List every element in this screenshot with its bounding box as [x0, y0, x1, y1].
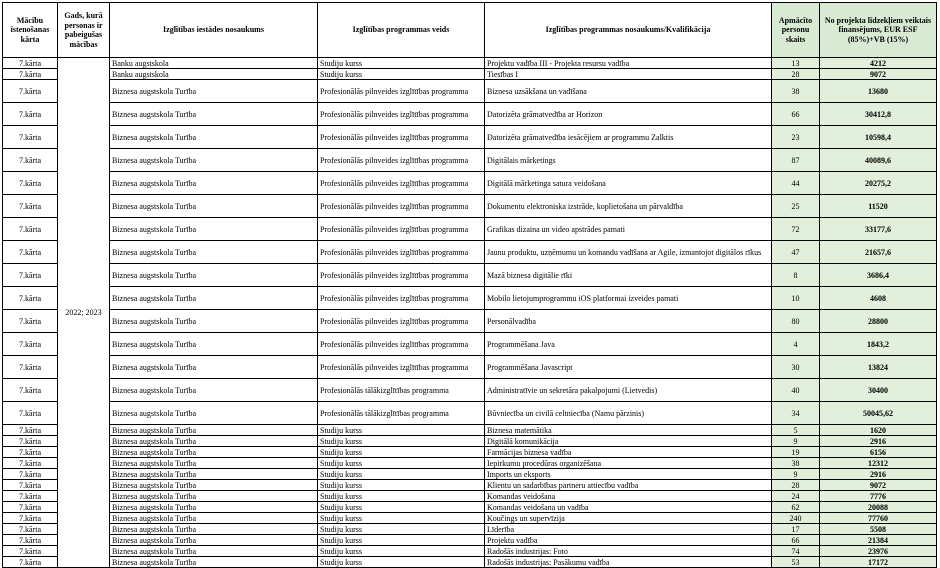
cell-program-name: Projektu vadība III - Projekta resursu vadība	[485, 58, 772, 69]
cell-funding: 13680	[820, 80, 937, 103]
cell-institution: Biznesa augstskola Turība	[110, 195, 318, 218]
cell-program-name: Digitālā mārketinga satura veidošana	[485, 172, 772, 195]
cell-term: 7.kārta	[3, 436, 58, 447]
cell-funding: 77760	[820, 513, 937, 524]
cell-term: 7.kārta	[3, 402, 58, 425]
cell-term: 7.kārta	[3, 458, 58, 469]
cell-program-name: Programmēšana Java	[485, 333, 772, 356]
header-program-type: Izglītības programmas veids	[318, 3, 485, 58]
cell-persons: 66	[772, 535, 820, 546]
cell-funding: 9072	[820, 480, 937, 491]
table-row	[3, 58, 937, 69]
cell-term: 7.kārta	[3, 69, 58, 80]
cell-institution: Biznesa augstskola Turība	[110, 103, 318, 126]
cell-program-name: Projektu vadība	[485, 535, 772, 546]
cell-term: 7.kārta	[3, 425, 58, 436]
cell-funding: 17172	[820, 557, 937, 568]
cell-funding: 5508	[820, 524, 937, 535]
cell-term: 7.kārta	[3, 149, 58, 172]
cell-term: 7.kārta	[3, 287, 58, 310]
cell-persons: 40	[772, 379, 820, 402]
cell-funding: 40089,6	[820, 149, 937, 172]
cell-persons: 17	[772, 524, 820, 535]
cell-term: 7.kārta	[3, 126, 58, 149]
cell-program-type: Studiju kurss	[318, 469, 485, 480]
cell-persons: 87	[772, 149, 820, 172]
cell-term: 7.kārta	[3, 218, 58, 241]
cell-institution: Biznesa augstskola Turība	[110, 149, 318, 172]
cell-program-type: Studiju kurss	[318, 524, 485, 535]
table-row	[3, 447, 937, 458]
cell-funding: 9072	[820, 69, 937, 80]
cell-program-name: Koučings un supervīzija	[485, 513, 772, 524]
cell-program-type: Profesionālās pilnveides izglītības programma	[318, 264, 485, 287]
cell-program-type: Profesionālās pilnveides izglītības programma	[318, 287, 485, 310]
cell-year: 2022; 2023	[58, 58, 110, 568]
cell-program-name: Programmēšana Javascript	[485, 356, 772, 379]
cell-program-type: Profesionālās pilnveides izglītības programma	[318, 103, 485, 126]
cell-program-name: Mobilo lietojumprogrammu iOS platformai izveides pamati	[485, 287, 772, 310]
table-row	[3, 480, 937, 491]
cell-institution: Banku augstskola	[110, 69, 318, 80]
header-year: Gads, kurā personas ir pabeigušas mācības	[58, 3, 110, 58]
cell-persons: 34	[772, 402, 820, 425]
cell-program-name: Klientu un sadarbības partneru attiecību vadība	[485, 480, 772, 491]
cell-program-name: Mazā biznesa digitālie rīki	[485, 264, 772, 287]
cell-funding: 7776	[820, 491, 937, 502]
cell-funding: 4608	[820, 287, 937, 310]
cell-funding: 13824	[820, 356, 937, 379]
cell-funding: 21657,6	[820, 241, 937, 264]
cell-program-type: Profesionālās pilnveides izglītības programma	[318, 172, 485, 195]
cell-persons: 38	[772, 80, 820, 103]
cell-program-type: Studiju kurss	[318, 502, 485, 513]
cell-institution: Biznesa augstskola Turība	[110, 333, 318, 356]
cell-program-name: Biznesa matemātika	[485, 425, 772, 436]
cell-program-name: Personālvadība	[485, 310, 772, 333]
cell-program-type: Studiju kurss	[318, 58, 485, 69]
cell-program-type: Profesionālās pilnveides izglītības programma	[318, 80, 485, 103]
table-row	[3, 458, 937, 469]
table-row	[3, 333, 937, 356]
table-body	[3, 58, 937, 568]
cell-program-name: Komandas veidošana un vadība	[485, 502, 772, 513]
table-row	[3, 546, 937, 557]
cell-funding: 28800	[820, 310, 937, 333]
cell-persons: 10	[772, 287, 820, 310]
cell-institution: Biznesa augstskola Turība	[110, 458, 318, 469]
table-row	[3, 491, 937, 502]
header-program-name: Izglītības programmas nosaukums/Kvalifikācija	[485, 3, 772, 58]
cell-term: 7.kārta	[3, 535, 58, 546]
cell-term: 7.kārta	[3, 310, 58, 333]
cell-program-type: Profesionālās pilnveides izglītības programma	[318, 356, 485, 379]
cell-term: 7.kārta	[3, 172, 58, 195]
cell-persons: 74	[772, 546, 820, 557]
cell-funding: 4212	[820, 58, 937, 69]
cell-program-name: Grafikas dizaina un video apstrādes pamati	[485, 218, 772, 241]
cell-term: 7.kārta	[3, 58, 58, 69]
cell-program-type: Profesionālās pilnveides izglītības programma	[318, 218, 485, 241]
cell-institution: Biznesa augstskola Turība	[110, 513, 318, 524]
cell-funding: 1843,2	[820, 333, 937, 356]
cell-term: 7.kārta	[3, 333, 58, 356]
cell-funding: 20275,2	[820, 172, 937, 195]
cell-institution: Biznesa augstskola Turība	[110, 502, 318, 513]
table-row	[3, 502, 937, 513]
cell-program-type: Profesionālās pilnveides izglītības programma	[318, 241, 485, 264]
table-row	[3, 103, 937, 126]
cell-persons: 66	[772, 103, 820, 126]
cell-institution: Biznesa augstskola Turība	[110, 402, 318, 425]
cell-funding: 21384	[820, 535, 937, 546]
table-row	[3, 557, 937, 568]
header-persons: Apmācīto personu skaits	[772, 3, 820, 58]
cell-institution: Biznesa augstskola Turība	[110, 287, 318, 310]
table-row	[3, 69, 937, 80]
cell-term: 7.kārta	[3, 513, 58, 524]
cell-term: 7.kārta	[3, 264, 58, 287]
cell-persons: 9	[772, 469, 820, 480]
cell-persons: 24	[772, 491, 820, 502]
cell-funding: 11520	[820, 195, 937, 218]
cell-persons: 47	[772, 241, 820, 264]
cell-program-name: Administratīvie un sekretāra pakalpojumi (Lietvedis)	[485, 379, 772, 402]
header-funding: No projekta līdzekļiem veiktais finansējums, EUR ESF (85%)+VB (15%)	[820, 3, 937, 58]
cell-program-name: Radošās industrijas: Pasākumu vadība	[485, 557, 772, 568]
cell-program-type: Studiju kurss	[318, 69, 485, 80]
cell-funding: 2916	[820, 469, 937, 480]
cell-term: 7.kārta	[3, 546, 58, 557]
cell-program-name: Tiesības I	[485, 69, 772, 80]
cell-funding: 30400	[820, 379, 937, 402]
cell-program-name: Līderība	[485, 524, 772, 535]
cell-program-name: Imports un eksports	[485, 469, 772, 480]
cell-funding: 1620	[820, 425, 937, 436]
cell-program-type: Studiju kurss	[318, 480, 485, 491]
cell-program-name: Iepirkumu procedūras organizēšana	[485, 458, 772, 469]
cell-term: 7.kārta	[3, 447, 58, 458]
cell-persons: 13	[772, 58, 820, 69]
cell-persons: 8	[772, 264, 820, 287]
cell-program-type: Studiju kurss	[318, 546, 485, 557]
table-row	[3, 195, 937, 218]
cell-institution: Biznesa augstskola Turība	[110, 379, 318, 402]
cell-institution: Biznesa augstskola Turība	[110, 546, 318, 557]
cell-program-name: Farmācijas biznesa vadība	[485, 447, 772, 458]
cell-program-name: Radošās industrijas: Foto	[485, 546, 772, 557]
table-row	[3, 287, 937, 310]
cell-institution: Banku augstskola	[110, 58, 318, 69]
cell-program-name: Biznesa uzsākšana un vadīšana	[485, 80, 772, 103]
cell-term: 7.kārta	[3, 356, 58, 379]
cell-institution: Biznesa augstskola Turība	[110, 310, 318, 333]
cell-persons: 72	[772, 218, 820, 241]
cell-institution: Biznesa augstskola Turība	[110, 80, 318, 103]
table-row	[3, 535, 937, 546]
cell-funding: 33177,6	[820, 218, 937, 241]
cell-term: 7.kārta	[3, 103, 58, 126]
cell-term: 7.kārta	[3, 195, 58, 218]
table-row	[3, 241, 937, 264]
cell-funding: 20088	[820, 502, 937, 513]
header-term: Mācību īstenošanas kārta	[3, 3, 58, 58]
table-row	[3, 126, 937, 149]
cell-program-name: Datorizēta grāmatvedība ar Horizon	[485, 103, 772, 126]
cell-persons: 28	[772, 69, 820, 80]
cell-funding: 50045,62	[820, 402, 937, 425]
table-row	[3, 524, 937, 535]
cell-persons: 4	[772, 333, 820, 356]
cell-persons: 5	[772, 425, 820, 436]
funding-table	[2, 2, 937, 568]
cell-persons: 28	[772, 480, 820, 491]
cell-program-name: Digitālais mārketings	[485, 149, 772, 172]
cell-program-type: Studiju kurss	[318, 513, 485, 524]
cell-institution: Biznesa augstskola Turība	[110, 241, 318, 264]
cell-institution: Biznesa augstskola Turība	[110, 491, 318, 502]
cell-term: 7.kārta	[3, 469, 58, 480]
cell-program-name: Digitālā komunikācija	[485, 436, 772, 447]
header-institution: Izglītības iestādes nosaukums	[110, 3, 318, 58]
cell-funding: 6156	[820, 447, 937, 458]
cell-program-type: Profesionālās pilnveides izglītības programma	[318, 333, 485, 356]
cell-institution: Biznesa augstskola Turība	[110, 535, 318, 546]
cell-program-type: Profesionālās tālākizglītības programma	[318, 379, 485, 402]
cell-term: 7.kārta	[3, 524, 58, 535]
cell-program-type: Profesionālās pilnveides izglītības programma	[318, 310, 485, 333]
header-row	[3, 3, 937, 58]
cell-persons: 23	[772, 126, 820, 149]
cell-program-type: Studiju kurss	[318, 425, 485, 436]
cell-institution: Biznesa augstskola Turība	[110, 218, 318, 241]
cell-institution: Biznesa augstskola Turība	[110, 524, 318, 535]
table-row	[3, 436, 937, 447]
cell-institution: Biznesa augstskola Turība	[110, 356, 318, 379]
cell-program-type: Profesionālās pilnveides izglītības programma	[318, 195, 485, 218]
cell-institution: Biznesa augstskola Turība	[110, 425, 318, 436]
cell-funding: 30412,8	[820, 103, 937, 126]
cell-institution: Biznesa augstskola Turība	[110, 264, 318, 287]
cell-funding: 10598,4	[820, 126, 937, 149]
cell-persons: 44	[772, 172, 820, 195]
cell-persons: 62	[772, 502, 820, 513]
cell-institution: Biznesa augstskola Turība	[110, 126, 318, 149]
cell-program-type: Profesionālās tālākizglītības programma	[318, 402, 485, 425]
table-row	[3, 218, 937, 241]
cell-persons: 80	[772, 310, 820, 333]
cell-institution: Biznesa augstskola Turība	[110, 436, 318, 447]
cell-term: 7.kārta	[3, 80, 58, 103]
cell-persons: 38	[772, 458, 820, 469]
cell-funding: 2916	[820, 436, 937, 447]
cell-persons: 53	[772, 557, 820, 568]
table-row	[3, 402, 937, 425]
table-row	[3, 356, 937, 379]
table-row	[3, 172, 937, 195]
table-row	[3, 469, 937, 480]
cell-term: 7.kārta	[3, 241, 58, 264]
table-row	[3, 379, 937, 402]
cell-institution: Biznesa augstskola Turība	[110, 172, 318, 195]
cell-program-type: Studiju kurss	[318, 557, 485, 568]
cell-program-type: Profesionālās pilnveides izglītības programma	[318, 126, 485, 149]
cell-term: 7.kārta	[3, 502, 58, 513]
cell-term: 7.kārta	[3, 557, 58, 568]
table-row	[3, 264, 937, 287]
cell-term: 7.kārta	[3, 491, 58, 502]
cell-institution: Biznesa augstskola Turība	[110, 447, 318, 458]
cell-program-name: Būvniecība un civilā celtniecība (Namu pārzinis)	[485, 402, 772, 425]
cell-program-name: Jaunu produktu, uzņēmumu un komandu vadīšana ar Agile, izmantojot digitālos rīkus	[485, 241, 772, 264]
cell-program-type: Studiju kurss	[318, 535, 485, 546]
cell-institution: Biznesa augstskola Turība	[110, 557, 318, 568]
spreadsheet	[2, 2, 937, 568]
table-row	[3, 310, 937, 333]
cell-program-name: Datorizēta grāmatvedība iesācējiem ar programmu Zalktis	[485, 126, 772, 149]
cell-funding: 23976	[820, 546, 937, 557]
cell-institution: Biznesa augstskola Turība	[110, 480, 318, 491]
cell-institution: Biznesa augstskola Turība	[110, 469, 318, 480]
cell-funding: 3686,4	[820, 264, 937, 287]
cell-persons: 25	[772, 195, 820, 218]
cell-program-type: Studiju kurss	[318, 447, 485, 458]
cell-program-type: Profesionālās pilnveides izglītības programma	[318, 149, 485, 172]
cell-persons: 19	[772, 447, 820, 458]
cell-funding: 12312	[820, 458, 937, 469]
table-row	[3, 513, 937, 524]
cell-program-type: Studiju kurss	[318, 458, 485, 469]
cell-program-name: Komandas veidošana	[485, 491, 772, 502]
cell-term: 7.kārta	[3, 480, 58, 491]
cell-program-type: Studiju kurss	[318, 436, 485, 447]
cell-program-name: Dokumentu elektroniska izstrāde, koplietošana un pārvaldība	[485, 195, 772, 218]
table-row	[3, 425, 937, 436]
cell-term: 7.kārta	[3, 379, 58, 402]
cell-persons: 9	[772, 436, 820, 447]
table-row	[3, 80, 937, 103]
cell-program-type: Studiju kurss	[318, 491, 485, 502]
table-row	[3, 149, 937, 172]
cell-persons: 30	[772, 356, 820, 379]
cell-persons: 240	[772, 513, 820, 524]
